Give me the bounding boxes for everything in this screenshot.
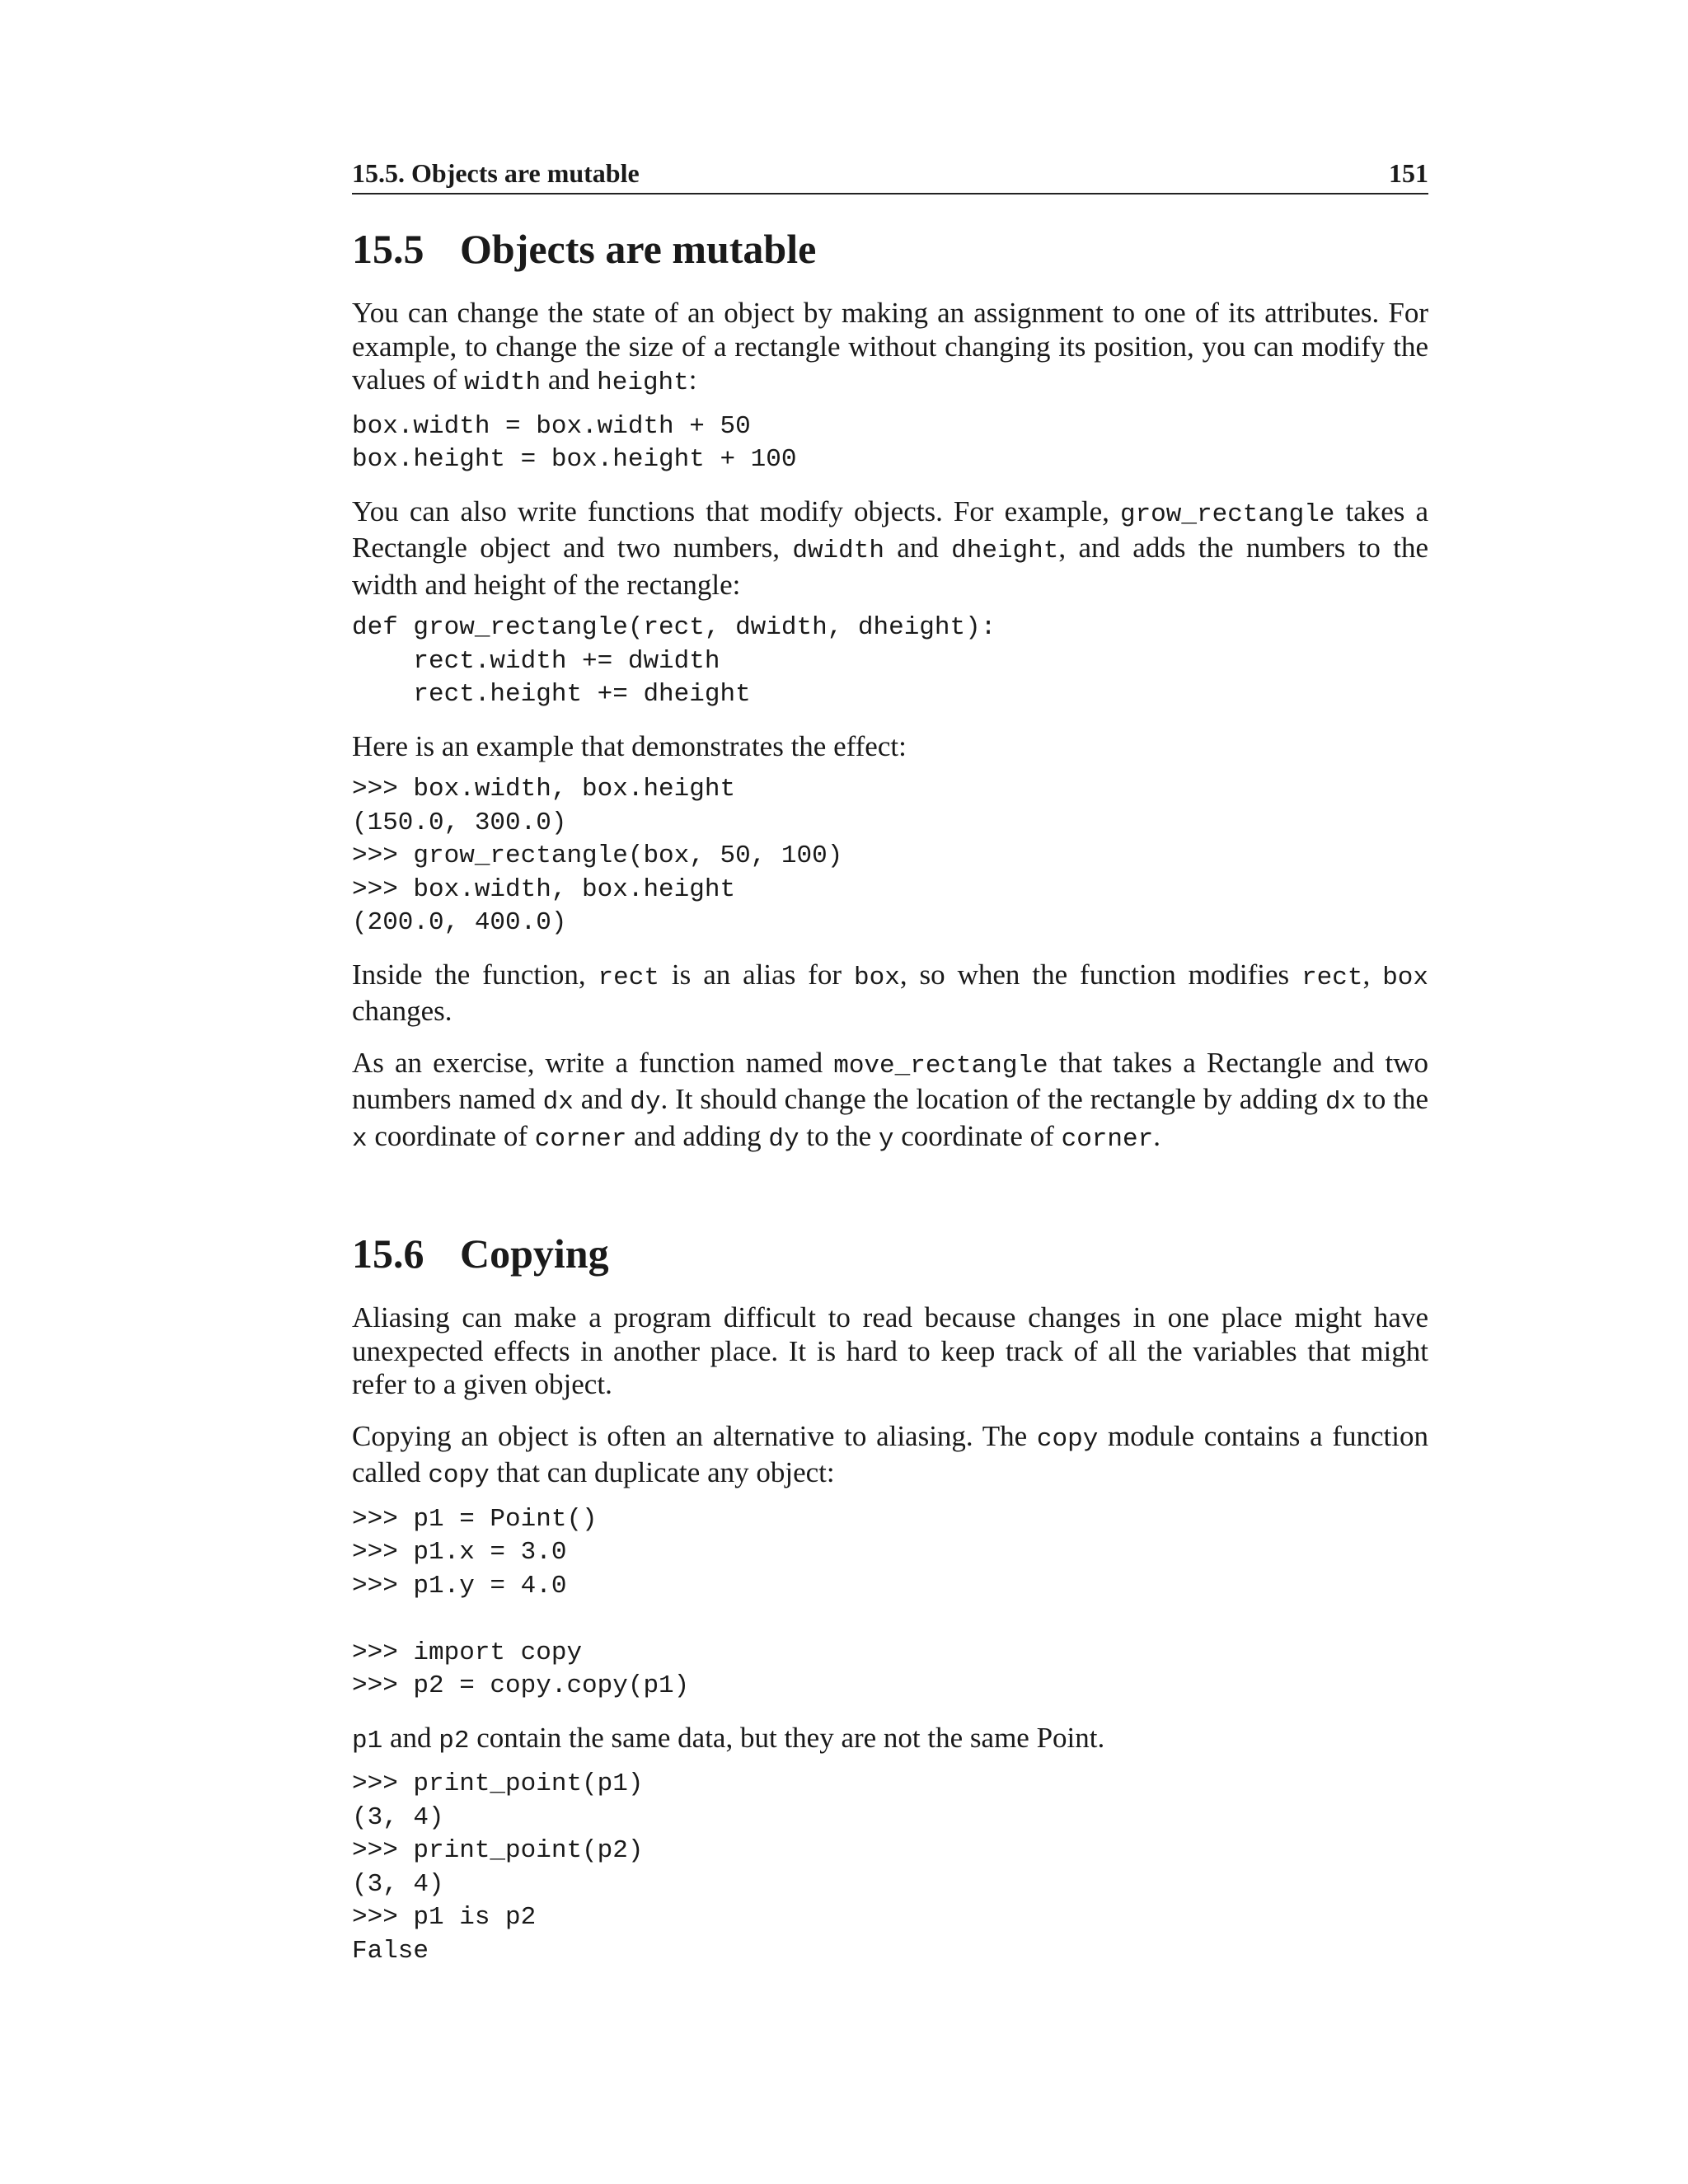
code-line: rect.height += dheight xyxy=(352,680,751,709)
code-line: >>> p1 = Point() xyxy=(352,1504,598,1534)
inline-code: dwidth xyxy=(792,537,884,565)
inline-code: dy xyxy=(630,1088,661,1117)
code-block xyxy=(352,612,1428,712)
code-line: >>> box.width, box.height xyxy=(352,775,736,804)
inline-code: box xyxy=(1382,963,1429,992)
code-line: >>> import copy xyxy=(352,1638,583,1667)
inline-code: p1 xyxy=(352,1726,383,1755)
code-line: >>> p1 is p2 xyxy=(352,1903,537,1932)
inline-code: box xyxy=(854,963,900,992)
running-header xyxy=(352,157,1428,194)
code-line: (150.0, 300.0) xyxy=(352,808,567,837)
inline-code: dheight xyxy=(951,537,1059,565)
inline-code: dy xyxy=(768,1124,799,1154)
document-page xyxy=(352,157,1428,1976)
code-line: >>> print_point(p1) xyxy=(352,1769,644,1798)
paragraph: Inside the function, rect is an alias for box, so when the function modifies rect, box changes. xyxy=(352,958,1429,1027)
code-line: >>> grow_rectangle(box, 50, 100) xyxy=(352,841,843,870)
code-block xyxy=(352,1768,1428,1968)
code-line: box.width = box.width + 50 xyxy=(352,411,751,441)
inline-code: width xyxy=(464,368,542,397)
code-block xyxy=(352,1503,1428,1704)
inline-code: rect xyxy=(1301,963,1363,992)
code-line: rect.width += dwidth xyxy=(352,646,720,676)
paragraph: Here is an example that demonstrates the effect: xyxy=(352,729,907,762)
inline-code: copy xyxy=(1036,1424,1099,1454)
inline-code: corner xyxy=(1061,1124,1154,1154)
paragraph: p1 and p2 contain the same data, but they are not the same Point. xyxy=(352,1721,1105,1755)
inline-code: copy xyxy=(428,1461,490,1490)
inline-code: p2 xyxy=(438,1726,470,1755)
paragraph: You can also write functions that modify objects. For example, grow_rectangle takes a Rectangle object and two numbers, dwidth and dheight, and adds the numbers to the width and height of the rectangle: xyxy=(352,494,1429,601)
inline-code: grow_rectangle xyxy=(1119,499,1335,529)
paragraph: You can change the state of an object by making an assignment to one of its attributes. For example, to change the size of a rectangle without changing its position, you can modify the values of width and height: xyxy=(352,297,1428,397)
section-title: Copying xyxy=(460,1230,609,1277)
paragraph: Aliasing can make a program difficult to read because changes in one place might have unexpected effects in another place. It is hard to keep track of all the variables that might refer to a given object. xyxy=(352,1301,1428,1400)
code-line: False xyxy=(352,1936,429,1966)
code-line: box.height = box.height + 100 xyxy=(352,445,797,474)
code-line: >>> box.width, box.height xyxy=(352,874,736,904)
section-number: 15.6 xyxy=(352,1230,424,1277)
code-line: >>> p2 = copy.copy(p1) xyxy=(352,1671,690,1700)
inline-code: dx xyxy=(542,1088,574,1117)
header-page-number: 151 xyxy=(1389,158,1428,188)
inline-code: height xyxy=(597,368,689,397)
code-line: (3, 4) xyxy=(352,1802,444,1832)
code-line: (200.0, 400.0) xyxy=(352,908,567,937)
paragraph: Copying an object is often an alternative to aliasing. The copy module contains a function called copy that can duplicate any object: xyxy=(352,1419,1428,1490)
code-line: >>> print_point(p2) xyxy=(352,1836,644,1865)
code-line: >>> p1.x = 3.0 xyxy=(352,1538,567,1567)
header-section-title: 15.5. Objects are mutable xyxy=(352,158,640,188)
inline-code: x xyxy=(352,1124,368,1154)
code-block xyxy=(352,773,1428,940)
section-heading-15-5 xyxy=(352,224,1428,274)
inline-code: move_rectangle xyxy=(833,1051,1048,1080)
code-line: (3, 4) xyxy=(352,1869,444,1899)
section-number: 15.5 xyxy=(352,226,424,272)
inline-code: corner xyxy=(534,1124,627,1154)
section-heading-15-6 xyxy=(352,1229,1428,1278)
inline-code: dx xyxy=(1325,1088,1357,1117)
section-title: Objects are mutable xyxy=(460,226,817,272)
paragraph: As an exercise, write a function named move_rectangle that takes a Rectangle and two numbers named dx and dy. It should change the location of the rectangle by adding dx to the x coordinate of corner and adding dy to the y coordinate of corner. xyxy=(352,1046,1429,1154)
inline-code: y xyxy=(878,1124,894,1154)
code-line: >>> p1.y = 4.0 xyxy=(352,1571,567,1601)
code-block xyxy=(352,410,1428,477)
code-line: def grow_rectangle(rect, dwidth, dheight): xyxy=(352,613,996,642)
inline-code: rect xyxy=(598,963,659,992)
